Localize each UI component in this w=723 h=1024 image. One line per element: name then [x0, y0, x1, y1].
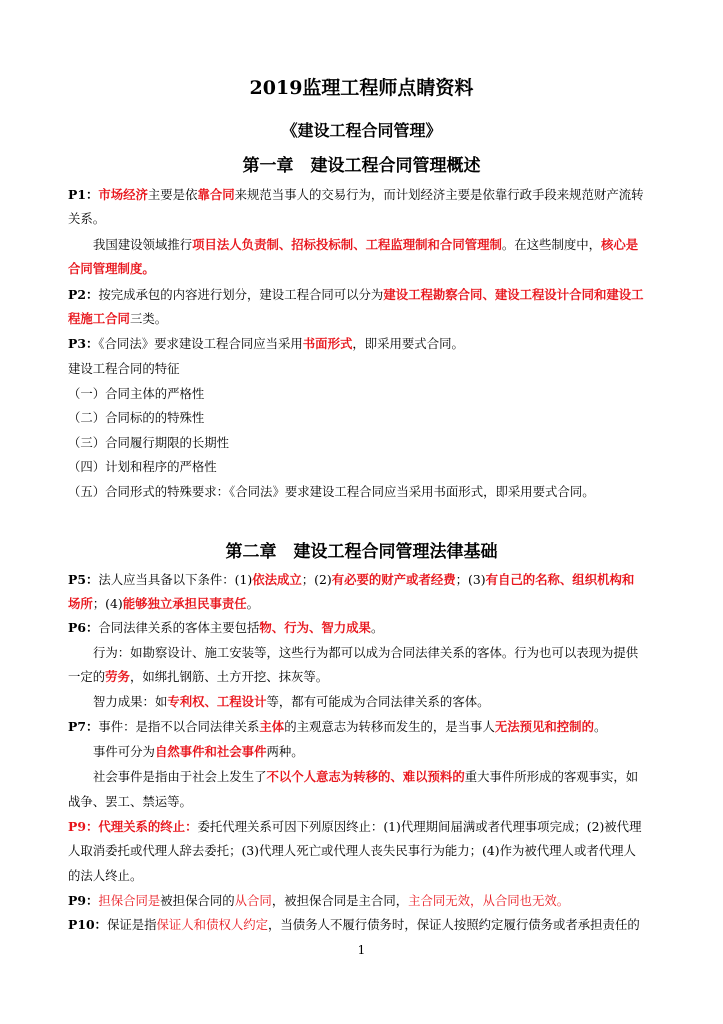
- p7b-text-1: 事件可分为: [93, 744, 155, 759]
- p2-key: P2：: [68, 287, 99, 302]
- feature-item-4: （四）计划和程序的严格性: [68, 459, 217, 474]
- p1-text-1: 主要是依: [147, 187, 198, 202]
- feature-item-5: （五）合同形式的特殊要求：《合同法》要求建设工程合同应当采用书面形式，即采用要式合同。: [68, 484, 595, 499]
- p5-hl-5: 能够独立承担民事责任: [122, 596, 247, 611]
- p6c-text-1: 智力成果：如: [93, 694, 168, 709]
- p1b-line-2: [68, 261, 155, 277]
- p7c-hl-1: 不以个人意志为转移的、难以预料的: [266, 769, 465, 784]
- p6-text-2: 。: [370, 620, 384, 635]
- p2-line-1: [68, 287, 644, 303]
- p7c-text-1: 社会事件是指由于社会上发生了: [93, 769, 267, 784]
- p1-key: P1：: [68, 187, 99, 202]
- p1-line-2: 关系。: [68, 211, 106, 226]
- p1b-hl-3: 合同管理制度。: [68, 261, 155, 276]
- book-title: 《建设工程合同管理》: [281, 121, 442, 140]
- p3-text-2: ，即采用要式合同。: [352, 336, 464, 351]
- p2-text-1: 按完成承包的内容进行划分，建设工程合同可以分为: [98, 287, 384, 302]
- p7-text-1: 事件：是指不以合同法律关系: [98, 719, 260, 734]
- p3-hl-1: 书面形式: [302, 336, 353, 351]
- p10-line: [68, 917, 640, 933]
- page-number: 1: [357, 943, 366, 957]
- p5-hl-1: 依法成立: [252, 572, 302, 587]
- p6c-hl-1: 专利权、工程设计: [167, 694, 267, 709]
- p5-key: P5：: [68, 572, 99, 587]
- p9a-line-1: [68, 819, 641, 835]
- p7-line: [68, 719, 606, 735]
- p9b-text-1: 被担保合同的: [160, 893, 235, 908]
- p10-hl-1: 保证人和债权人约定: [156, 917, 269, 932]
- p9b-key: P9：: [68, 893, 99, 908]
- p9a-hl-1: 代理关系的终止：: [98, 819, 198, 834]
- p1b-text-1: 我国建设领域推行: [93, 237, 193, 252]
- chapter-2-heading: 第二章 建设工程合同管理法律基础: [225, 542, 498, 562]
- p1b-hl-2: 核心是: [601, 237, 639, 252]
- p5-hl-3: 有自己的名称、组织机构和: [485, 572, 635, 587]
- p6-hl-1: 物、行为、智力成果: [259, 620, 371, 635]
- feature-item-3: （三）合同履行期限的长期性: [68, 435, 230, 450]
- p6b-hl-1: 劳务: [105, 669, 130, 684]
- p5-line-2: [68, 596, 259, 612]
- p6b-text-2: ，如绑扎钢筋、土方开挖、抹灰等。: [129, 669, 329, 684]
- p9b-hl-3: 主合同无效，从合同也无效。: [408, 893, 570, 908]
- p3-line: [68, 336, 464, 352]
- p5-text-5: 。: [246, 596, 260, 611]
- p7b-line: [93, 744, 304, 760]
- p6-text-1: 合同法律关系的客体主要包括: [98, 620, 260, 635]
- p5-line-1: [68, 572, 634, 588]
- p2-hl-2: 程施工合同: [68, 311, 130, 326]
- p9a-line-3: 的法人终止。: [68, 868, 143, 883]
- p5-text-3: ；(3): [455, 572, 486, 587]
- p2-text-2: 三类。: [129, 311, 168, 326]
- p1-hl-2: 靠合同: [197, 187, 235, 202]
- p10-text-2: ，当债务人不履行债务时，保证人按照约定履行债务或者承担责任的: [268, 917, 640, 932]
- p10-text-1: 保证是指: [106, 917, 157, 932]
- features-heading: 建设工程合同的特征: [68, 361, 180, 376]
- p1b-line-1: [93, 237, 638, 253]
- p1b-text-2: 。在这些制度中，: [501, 237, 602, 252]
- p6c-text-2: 等，都有可能成为合同法律关系的客体。: [266, 694, 490, 709]
- chapter-1-heading: 第一章 建设工程合同管理概述: [242, 156, 481, 176]
- p9b-hl-2: 从合同: [234, 893, 272, 908]
- p6b-line-2: [68, 669, 328, 685]
- p1-hl-1: 市场经济: [98, 187, 148, 202]
- p10-key: P10：: [68, 917, 107, 932]
- p5-hl-2: 有必要的财产或者经费: [331, 572, 456, 587]
- p9a-key: P9：: [68, 819, 99, 834]
- p6-key: P6：: [68, 620, 99, 635]
- p3-text-1: 《合同法》要求建设工程合同应当采用: [98, 336, 303, 351]
- p7c-line-2: 战争、罢工、禁运等。: [68, 794, 192, 809]
- p7-key: P7：: [68, 719, 99, 734]
- p5-hl-4: 场所: [68, 596, 93, 611]
- p9b-hl-1: 担保合同是: [98, 893, 161, 908]
- p2-line-2: [68, 311, 167, 327]
- p6c-line: [93, 694, 490, 710]
- p1-text-2: 来规范当事人的交易行为，而计划经济主要是依靠行政手段来规范财产流转: [234, 187, 644, 202]
- p5-text-2: ；(2): [301, 572, 332, 587]
- p1-line-1: [68, 187, 644, 203]
- p9a-line-2: 人取消委托或代理人辞去委托；(3)代理人死亡或代理人丧失民事行为能力；(4)作为被代理人或者代理人: [68, 843, 636, 858]
- feature-item-1: （一）合同主体的严格性: [68, 386, 205, 401]
- document-title: 2019监理工程师点睛资料: [249, 77, 474, 99]
- p5-text-4: ；(4): [92, 596, 123, 611]
- p1b-hl-1: 项目法人负责制、招标投标制、工程监理制和合同管理制: [192, 237, 502, 252]
- p7-hl-1: 主体: [259, 719, 285, 734]
- p9b-text-2: ，被担保合同是主合同，: [271, 893, 409, 908]
- p7c-text-2: 重大事件所形成的客观事实，如: [464, 769, 639, 784]
- p7b-hl-1: 自然事件和社会事件: [154, 744, 267, 759]
- p7-text-3: 。: [593, 719, 607, 734]
- p9b-line: [68, 893, 569, 909]
- p5-text-1: 法人应当具备以下条件：(1): [98, 572, 253, 587]
- p6-line: [68, 620, 383, 636]
- feature-item-2: （二）合同标的的特殊性: [68, 410, 205, 425]
- p9a-text-1: 委托代理关系可因下列原因终止：(1)代理期间届满或者代理事项完成；(2)被代理: [197, 819, 642, 834]
- p7-text-2: 的主观意志为转移而发生的，是当事人: [284, 719, 495, 734]
- p7c-line-1: [93, 769, 638, 785]
- p2-hl-1: 建设工程勘察合同、建设工程设计合同和建设工: [383, 287, 644, 302]
- p6b-text-1: 一定的: [68, 669, 106, 684]
- p7b-text-2: 两种。: [266, 744, 304, 759]
- p7-hl-2: 无法预见和控制的: [494, 719, 594, 734]
- p3-key: P3：: [68, 336, 99, 351]
- p6b-line-1: 行为：如勘察设计、施工安装等，这些行为都可以成为合同法律关系的客体。行为也可以表现为提供: [93, 645, 639, 660]
